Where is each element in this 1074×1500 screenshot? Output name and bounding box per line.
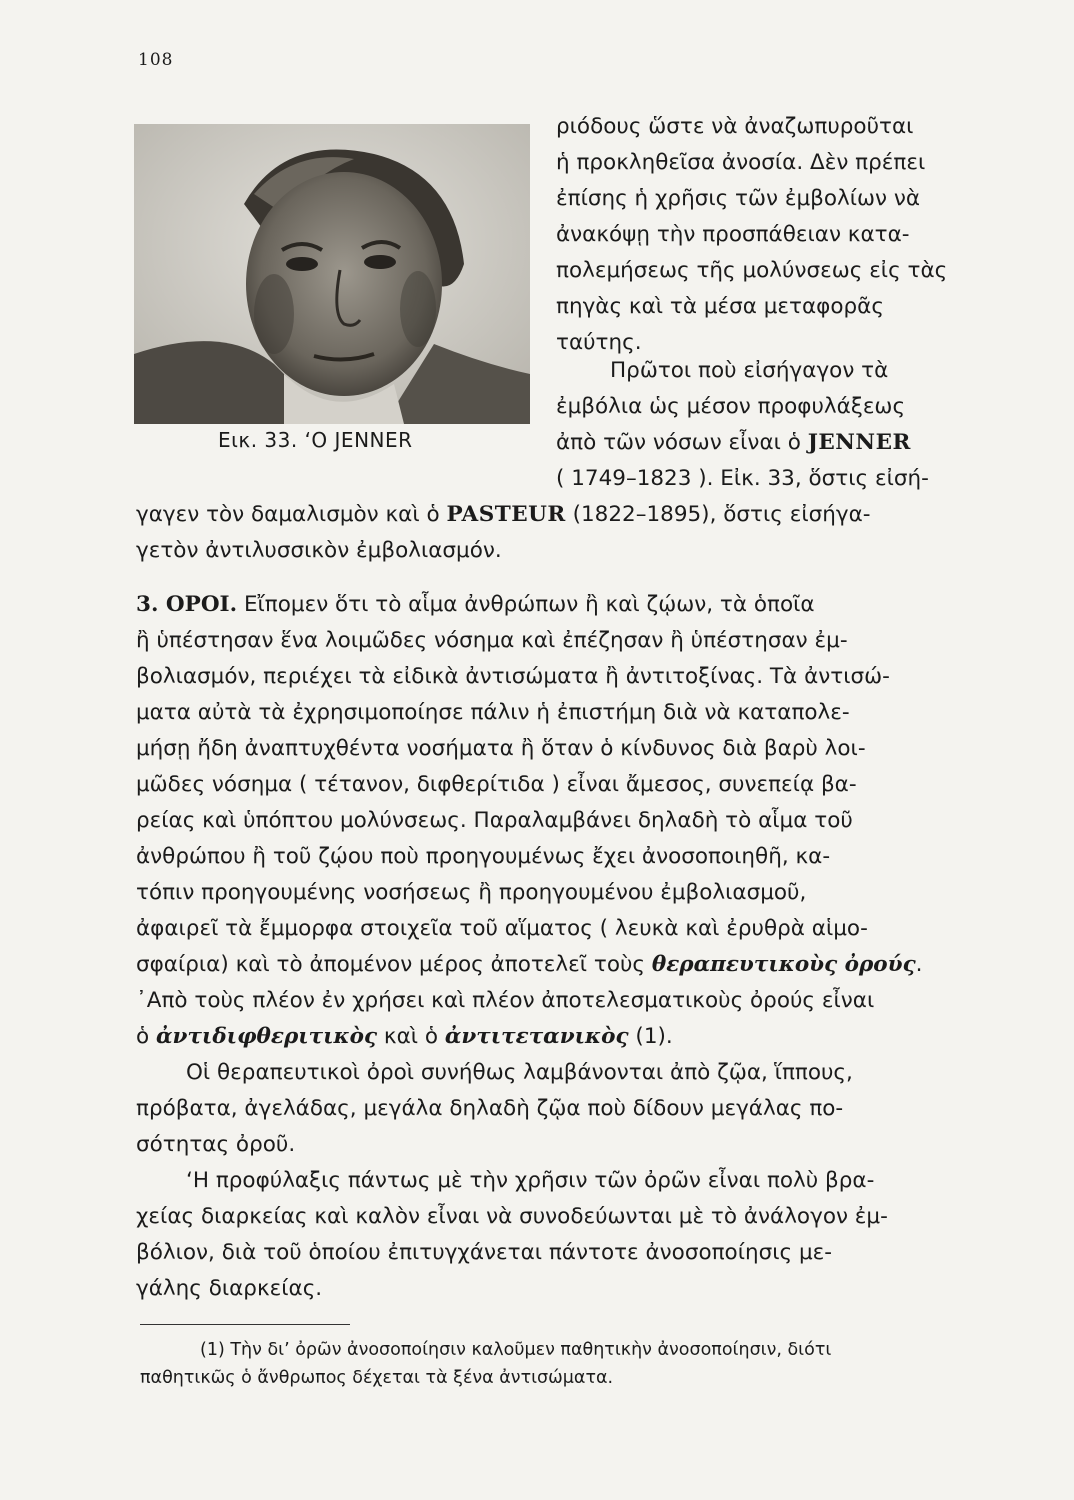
para1-line-3: ἐπίσης ἡ χρῆσις τῶν ἐμβολίων νὰ [556, 186, 921, 211]
para5-line-3: βόλιον, διὰ τοῦ ὁποίου ἐπιτυγχάνεται πάντοτε ἀνοσοποίησις με- [136, 1240, 833, 1265]
section-line-3: βολιασμόν, περιέχει τὰ εἰδικὰ ἀντισώματα ἢ ἀντιτοξίνας. Τὰ ἀντισώ- [136, 664, 890, 689]
para4-line-3: σότητας ὀροῦ. [136, 1132, 296, 1157]
para2-line-6: γετὸν ἀντιλυσσικὸν ἐμβολιασμόν. [136, 538, 502, 563]
para5-line-1: ‘Η προφύλαξις πάντως μὲ τὴν χρῆσιν τῶν ὀρῶν εἶναι πολὺ βρα- [186, 1168, 875, 1193]
para2-line-3 [556, 432, 911, 454]
section-line-11-text: σφαίρια) καὶ τὸ ἀπομένον μέρος ἀποτελεῖ τοὺς [136, 952, 652, 977]
section-line-10: ἀφαιρεῖ τὰ ἔμμορφα στοιχεῖα τοῦ αἵματος ( λευκὰ καὶ ἐρυθρὰ αἱμο- [136, 916, 868, 941]
para2-line-4: ( 1749–1823 ). Εἰκ. 33, ὅστις εἰσή- [556, 466, 929, 491]
para1-line-5: πολεμήσεως τῆς μολύνσεως εἰς τὰς [556, 258, 948, 283]
jenner-portrait [134, 124, 530, 424]
para2-line-5-text: γαγεν τὸν δαμαλισμὸν καὶ ὁ [136, 502, 447, 527]
para2-line-5 [136, 504, 871, 526]
footnote-rule [140, 1324, 350, 1325]
section-line-13 [136, 1026, 673, 1048]
section-line-9: τόπιν προηγουμένης νοσήσεως ἢ προηγουμένου ἐμβολιασμοῦ, [136, 880, 807, 905]
figure-caption: Εικ. 33. ‘Ο JENNER [218, 428, 413, 452]
section-line-4: ματα αὐτὰ τὰ ἐχρησιμοποίησε πάλιν ἡ ἐπιστήμη διὰ νὰ καταπολε- [136, 700, 850, 725]
section-heading: 3. ΟΡΟΙ. [136, 592, 238, 617]
para4-line-2: πρόβατα, ἀγελάδας, μεγάλα δηλαδὴ ζῷα ποὺ δίδουν μεγάλας πο- [136, 1096, 844, 1121]
footnote-line-1: (1) Τὴν δι’ ὀρῶν ἀνοσοποίησιν καλοῦμεν παθητικὴν ἀνοσοποίησιν, διότι [200, 1340, 832, 1360]
para2-line-1: Πρῶτοι ποὺ εἰσήγαγον τὰ [610, 358, 889, 383]
para2-line-5-rest: (1822–1895), ὅστις εἰσήγα- [565, 502, 871, 527]
section-line-8: ἀνθρώπου ἢ τοῦ ζῴου ποὺ προηγουμένως ἔχει ἀνοσοποιηθῆ, κα- [136, 844, 831, 869]
section-line-11-end: . [915, 952, 923, 977]
section-line-1 [136, 594, 815, 616]
term-antitetanus: ἀντιτετανικὸς [444, 1024, 629, 1049]
para1-line-1: ριόδους ὥστε νὰ ἀναζωπυροῦται [556, 114, 914, 139]
para5-line-4: γάλης διαρκείας. [136, 1276, 323, 1301]
section-line-13-a: ὁ [136, 1024, 156, 1049]
section-line-6: μῶδες νόσημα ( τέτανον, διφθερίτιδα ) εἶναι ἄμεσος, συνεπείᾳ βα- [136, 772, 857, 797]
section-line-13-c: καὶ ὁ [377, 1024, 445, 1049]
term-antidiphtheria: ἀντιδιφθεριτικὸς [156, 1024, 378, 1049]
para1-line-4: ἀνακόψῃ τὴν προσπάθειαν κατα- [556, 222, 910, 247]
para4-line-1: Οἱ θεραπευτικοὶ ὀροὶ συνήθως λαμβάνονται ἀπὸ ζῷα, ἵππους, [186, 1060, 853, 1085]
section-line-7: ρείας καὶ ὑπόπτου μολύνσεως. Παραλαμβάνει δηλαδὴ τὸ αἷμα τοῦ [136, 808, 853, 833]
para1-line-7: ταύτης. [556, 330, 642, 355]
para2-line-2: ἐμβόλια ὡς μέσον προφυλάξεως [556, 394, 906, 419]
section-line-5: μήσῃ ἤδη ἀναπτυχθέντα νοσήματα ἢ ὅταν ὁ κίνδυνος διὰ βαρὺ λοι- [136, 736, 866, 761]
pasteur-name: PASTEUR [446, 502, 566, 527]
portrait-illustration [134, 124, 530, 424]
section-line-2: ἢ ὑπέστησαν ἕνα λοιμῶδες νόσημα καὶ ἐπέζησαν ἢ ὑπέστησαν ἐμ- [136, 628, 848, 653]
page-number: 108 [138, 50, 174, 70]
section-line-13-e: (1). [628, 1024, 673, 1049]
para5-line-2: χείας διαρκείας καὶ καλὸν εἶναι νὰ συνοδεύωνται μὲ τὸ ἀνάλογον ἐμ- [136, 1204, 888, 1229]
section-line-12: ᾿Απὸ τοὺς πλέον ἐν χρήσει καὶ πλέον ἀποτελεσματικοὺς ὀρούς εἶναι [136, 988, 875, 1013]
term-therapeutic-sera: θεραπευτικοὺς ὀρούς [651, 952, 916, 977]
footnote-line-2: παθητικῶς ὁ ἄνθρωπος δέχεται τὰ ξένα ἀντισώματα. [140, 1368, 614, 1388]
section-line-1-text: Εἴπομεν ὅτι τὸ αἷμα ἀνθρώπων ἢ καὶ ζῴων, τὰ ὁποῖα [237, 592, 815, 617]
para1-line-6: πηγὰς καὶ τὰ μέσα μεταφορᾶς [556, 294, 884, 319]
jenner-name: JENNER [807, 430, 911, 455]
section-line-11 [136, 954, 923, 976]
para2-line-3-text: ἀπὸ τῶν νόσων εἶναι ὁ [556, 430, 808, 455]
para1-line-2: ἡ προκληθεῖσα ἀνοσία. Δὲν πρέπει [556, 150, 926, 175]
